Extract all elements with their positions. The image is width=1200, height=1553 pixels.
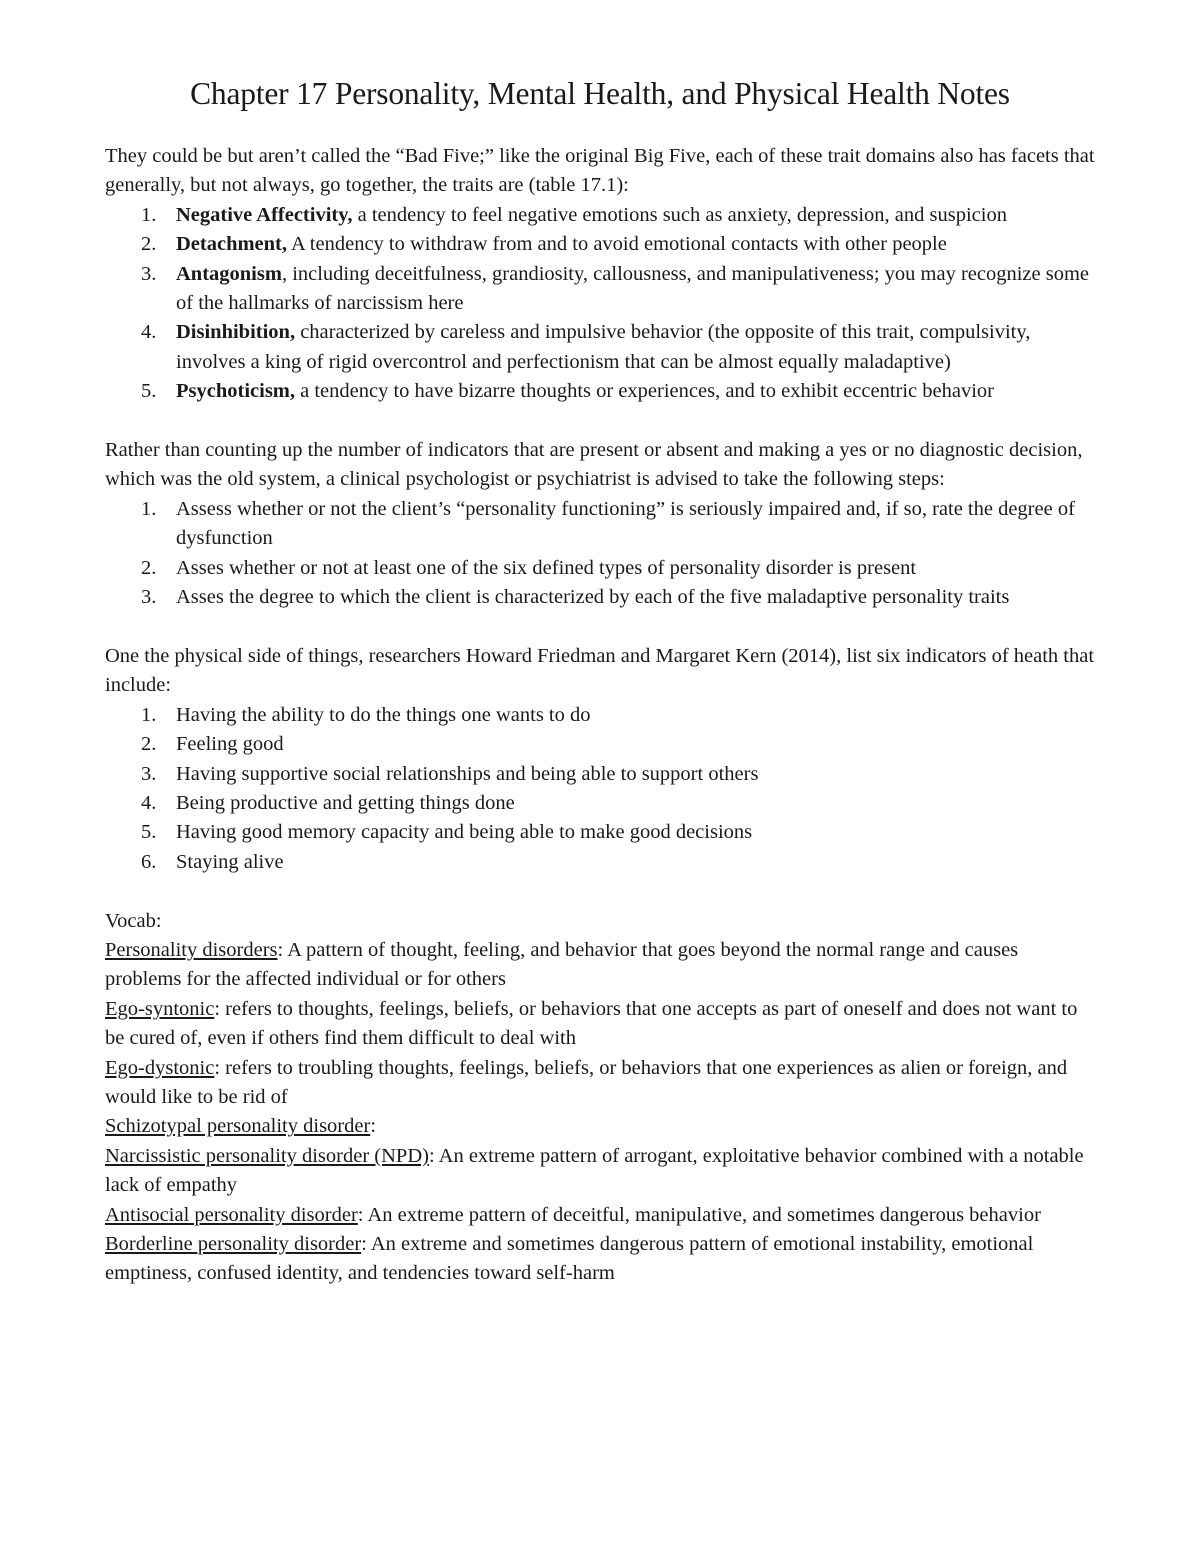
list-item: 5. Having good memory capacity and being able to make good decisions: [141, 821, 753, 844]
steps-intro: Rather than counting up the number of indicators that are present or absent and making a yes or no diagnostic decision, which was the old system, a clinical psychologist or psychiatrist is advised to take the following steps:: [105, 439, 1083, 491]
vocab-entry: Antisocial personality disorder: An extreme pattern of deceitful, manipulative, and sometimes dangerous behavior: [105, 1203, 1041, 1226]
vocab-term: Narcissistic personality disorder (NPD): [105, 1144, 429, 1167]
vocab-term: Personality disorders: [105, 938, 278, 961]
spacer: [105, 612, 1095, 641]
traits-list: [105, 201, 1095, 407]
vocab-entry: Schizotypal personality disorder:: [105, 1115, 377, 1138]
list-item: 3. Having supportive social relationships and being able to support others: [141, 762, 759, 785]
trait-term: Disinhibition,: [176, 321, 296, 344]
vocab-entry: Ego-dystonic: refers to troubling thoughts, feelings, beliefs, or behaviors that one experiences as alien or foreign, and would like to be rid of: [105, 1056, 1068, 1108]
list-item: 4. Disinhibition, characterized by careless and impulsive behavior (the opposite of this trait, compulsivity, involves a king of rigid overcontrol and perfectionism that can be almost equally maladaptive): [141, 321, 1031, 373]
trait-term: Negative Affectivity,: [176, 203, 353, 226]
list-item: 2. Asses whether or not at least one of the six defined types of personality disorder is present: [141, 556, 917, 579]
spacer: [105, 407, 1095, 436]
vocab-term: Antisocial personality disorder: [105, 1203, 358, 1226]
vocab-term: Ego-dystonic: [105, 1056, 215, 1079]
spacer: [105, 877, 1095, 906]
health-list: [105, 701, 1095, 877]
list-item: 3. Antagonism, including deceitfulness, grandiosity, callousness, and manipulativeness; you may recognize some of the hallmarks of narcissism here: [141, 262, 1090, 315]
list-item: 1. Negative Affectivity, a tendency to feel negative emotions such as anxiety, depression, and suspicion: [141, 203, 1007, 226]
list-item: 2. Feeling good: [141, 733, 284, 756]
vocab-term: Ego-syntonic: [105, 997, 215, 1020]
trait-term: Psychoticism,: [176, 380, 295, 403]
list-item: 4. Being productive and getting things done: [141, 791, 515, 814]
vocab-term: Schizotypal personality disorder: [105, 1115, 371, 1138]
traits-intro: They could be but aren’t called the “Bad Five;” like the original Big Five, each of these trait domains also has facets that generally, but not always, go together, the traits are (table 17.1):: [105, 145, 1095, 197]
list-item: 3. Asses the degree to which the client is characterized by each of the five maladaptive personality traits: [141, 586, 1010, 609]
list-item: 5. Psychoticism, a tendency to have bizarre thoughts or experiences, and to exhibit eccentric behavior: [141, 380, 994, 403]
page-title: Chapter 17 Personality, Mental Health, and Physical Health Notes: [190, 76, 1010, 111]
list-item: 2. Detachment, A tendency to withdraw from and to avoid emotional contacts with other people: [141, 233, 947, 256]
vocab-entry: Borderline personality disorder: An extreme and sometimes dangerous pattern of emotional instability, emotional emptiness, confused identity, and tendencies toward self-harm: [105, 1232, 1034, 1285]
health-intro: One the physical side of things, researchers Howard Friedman and Margaret Kern (2014), list six indicators of heath that include:: [105, 644, 1095, 697]
trait-term: Detachment,: [176, 233, 288, 256]
steps-list: [105, 495, 1095, 613]
list-item: 1. Assess whether or not the client’s “personality functioning” is seriously impaired and, if so, rate the degree of dysfunction: [141, 497, 1075, 550]
list-item: 6. Staying alive: [141, 850, 284, 873]
trait-term: Antagonism: [176, 262, 282, 285]
document-page: [105, 72, 1095, 1289]
vocab-heading: Vocab:: [105, 909, 162, 932]
vocab-entry: Ego-syntonic: refers to thoughts, feelings, beliefs, or behaviors that one accepts as part of oneself and does not want to be cured of, even if others find them difficult to deal with: [105, 997, 1078, 1050]
vocab-entry: Personality disorders: A pattern of thought, feeling, and behavior that goes beyond the normal range and causes problems for the affected individual or for others: [105, 938, 1019, 991]
vocab-entry: Narcissistic personality disorder (NPD): An extreme pattern of arrogant, exploitative behavior combined with a notable lack of empathy: [105, 1144, 1084, 1197]
vocab-term: Borderline personality disorder: [105, 1232, 362, 1255]
list-item: 1. Having the ability to do the things one wants to do: [141, 703, 591, 726]
